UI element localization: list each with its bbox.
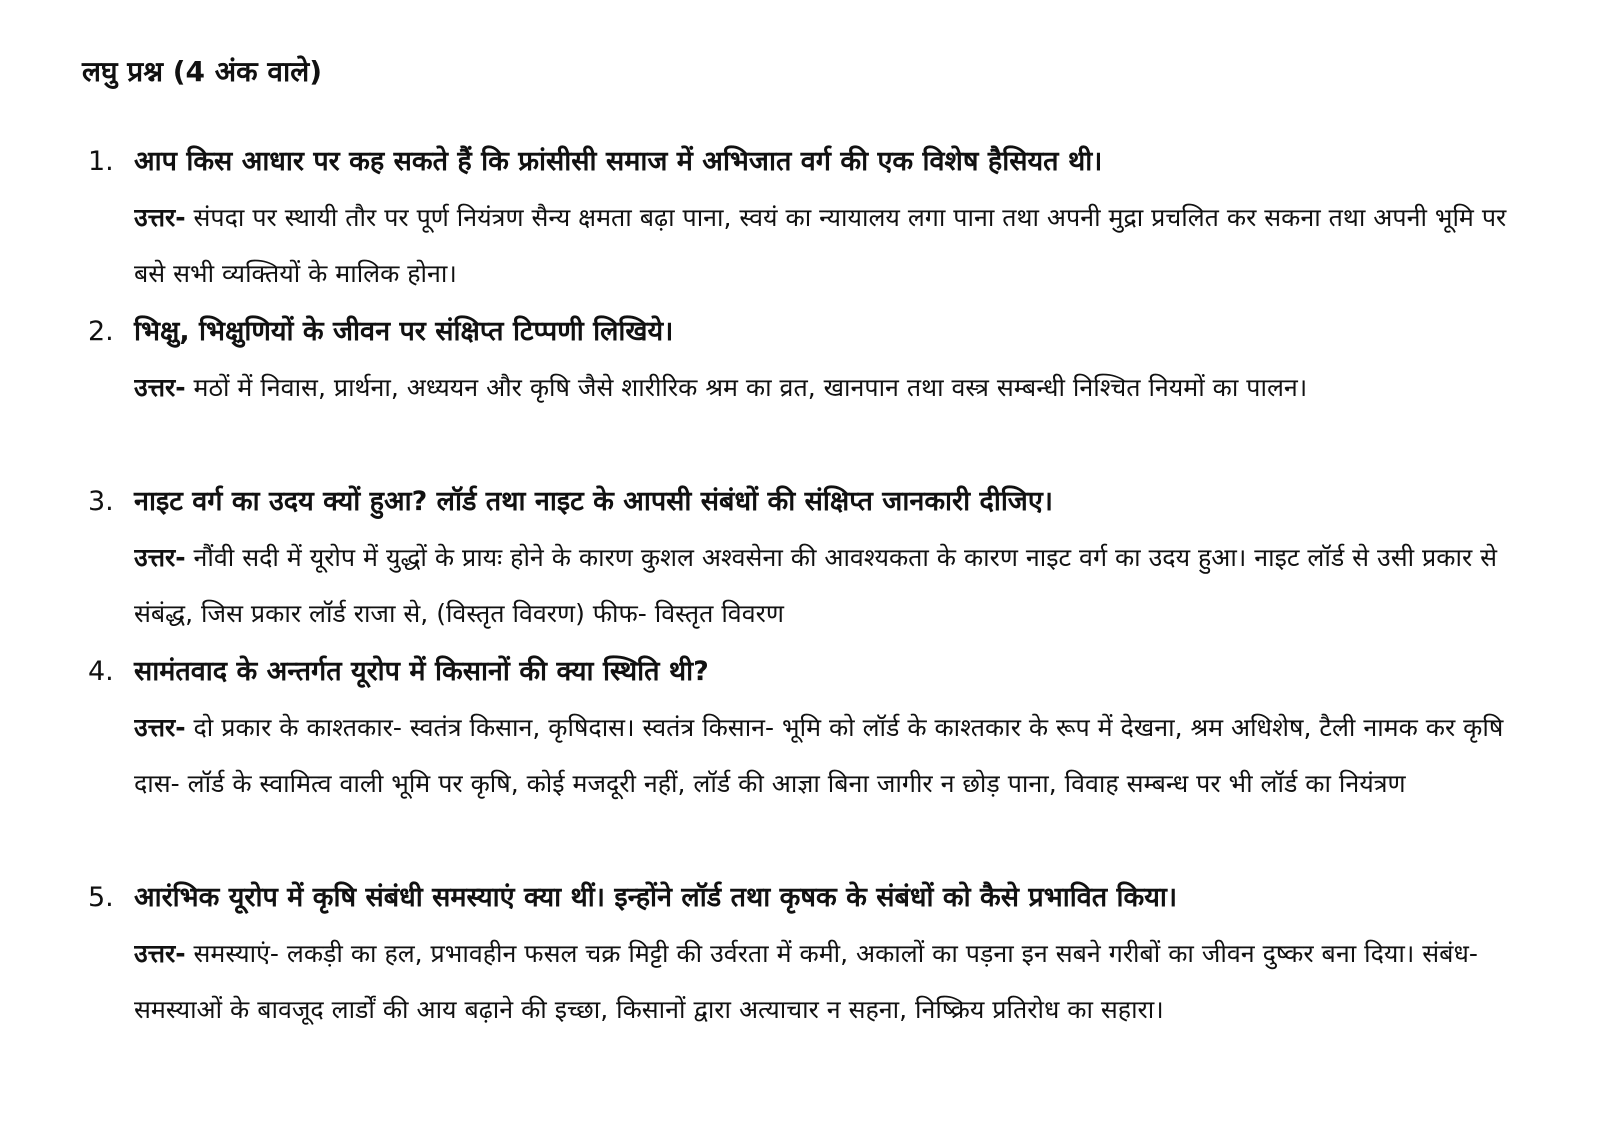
- answer-body: नौंवी सदी में यूरोप में युद्धों के प्रायः होने के कारण कुशल अश्वसेना की आवश्यकता के कारण नाइट वर्ग का उदय हुआ। नाइट लॉर्ड से उसी प्रकार से संबंद्ध, जिस प्रकार लॉर्ड राजा से, (विस्तृत विवरण) फीफ- विस्तृत विवरण: [134, 543, 1498, 628]
- question-text: आप किस आधार पर कह सकते हैं कि फ्रांसीसी समाज में अभिजात वर्ग की एक विशेष हैसियत थी।: [134, 146, 1103, 177]
- answer-label: उत्तर-: [134, 373, 186, 402]
- section-heading: लघु प्रश्न (4 अंक वाले): [82, 55, 323, 88]
- question-line: [88, 644, 1528, 700]
- answer-text: [134, 926, 1514, 1094]
- question-number: 5.: [88, 882, 114, 913]
- question-line: [88, 304, 1528, 360]
- answer-text: [134, 190, 1514, 302]
- answer-label: उत्तर-: [134, 543, 186, 572]
- answer-body: समस्याएं- लकड़ी का हल, प्रभावहीन फसल चक्र मिट्टी की उर्वरता में कमी, अकालों का पड़ना इन सबने गरीबों का जीवन दुष्कर बना दिया। संबंध- समस्याओं के बावजूद लार्डों की आय बढ़ाने की इच्छा, किसानों द्वारा अत्याचार न सहना, निष्क्रिय प्रतिरोध का सहारा।: [134, 939, 1478, 1024]
- question-item-4: [88, 644, 1528, 868]
- question-number: 3.: [88, 486, 114, 517]
- answer-label: उत्तर-: [134, 939, 186, 968]
- question-item-5: [88, 870, 1528, 1094]
- question-line: [88, 474, 1528, 530]
- question-number: 4.: [88, 656, 114, 687]
- question-line: [88, 134, 1528, 190]
- answer-text: [134, 530, 1514, 642]
- answer-body: संपदा पर स्थायी तौर पर पूर्ण नियंत्रण सैन्य क्षमता बढ़ा पाना, स्वयं का न्यायालय लगा पाना तथा अपनी मुद्रा प्रचलित कर सकना तथा अपनी भूमि पर बसे सभी व्यक्तियों के मालिक होना।: [134, 203, 1507, 288]
- question-number: 1.: [88, 146, 114, 177]
- question-item-2: [88, 304, 1528, 472]
- question-text: भिक्षु, भिक्षुणियों के जीवन पर संक्षिप्त टिप्पणी लिखिये।: [134, 316, 674, 347]
- answer-body: दो प्रकार के काश्तकार- स्वतंत्र किसान, कृषिदास। स्वतंत्र किसान- भूमि को लॉर्ड के काश्तकार के रूप में देखना, श्रम अधिशेष, टैली नामक कर कृषि दास- लॉर्ड के स्वामित्व वाली भूमि पर कृषि, कोई मजदूरी नहीं, लॉर्ड की आज्ञा बिना जागीर न छोड़ पाना, विवाह सम्बन्ध पर भी लॉर्ड का नियंत्रण: [134, 713, 1504, 798]
- question-text: नाइट वर्ग का उदय क्यों हुआ? लॉर्ड तथा नाइट के आपसी संबंधों की संक्षिप्त जानकारी दीजिए।: [134, 486, 1054, 517]
- answer-label: उत्तर-: [134, 713, 186, 742]
- question-item-3: [88, 474, 1528, 642]
- question-number: 2.: [88, 316, 114, 347]
- answer-label: उत्तर-: [134, 203, 186, 232]
- answer-text: [134, 700, 1514, 868]
- question-text: आरंभिक यूरोप में कृषि संबंधी समस्याएं क्या थीं। इन्होंने लॉर्ड तथा कृषक के संबंधों को कैसे प्रभावित किया।: [134, 882, 1178, 913]
- answer-body: मठों में निवास, प्रार्थना, अध्ययन और कृषि जैसे शारीरिक श्रम का व्रत, खानपान तथा वस्त्र सम्बन्धी निश्चित नियमों का पालन।: [193, 373, 1308, 402]
- question-item-1: [88, 134, 1528, 302]
- question-line: [88, 870, 1528, 926]
- question-text: सामंतवाद के अन्तर्गत यूरोप में किसानों की क्या स्थिति थी?: [134, 656, 709, 687]
- answer-text: [134, 360, 1514, 472]
